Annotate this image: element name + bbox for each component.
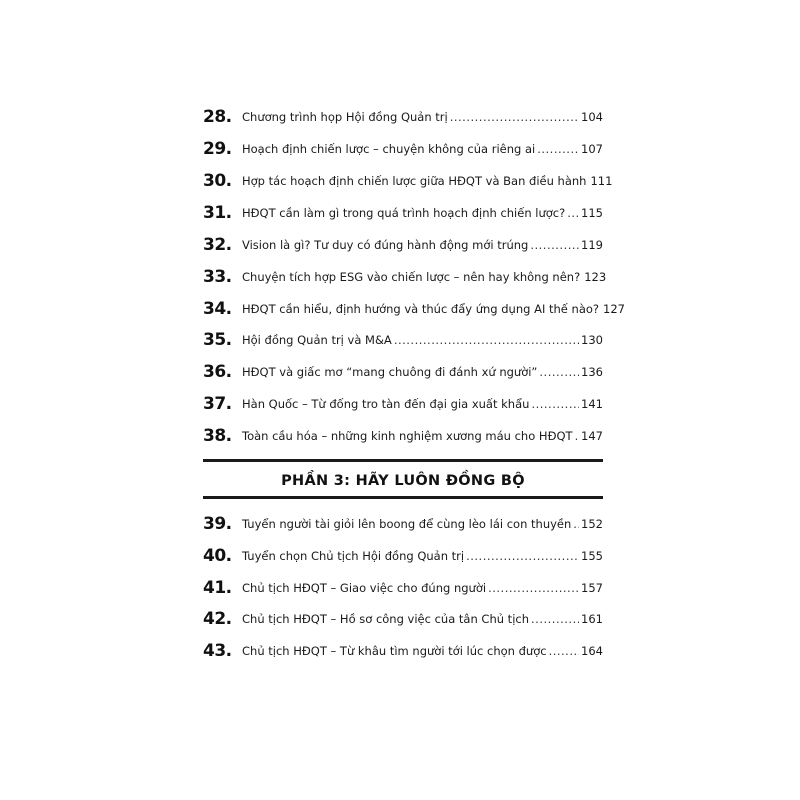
entry-number: 39.: [203, 514, 232, 534]
entry-number: 32.: [203, 235, 232, 255]
entry-title: Tuyển người tài giỏi lên boong để cùng lèo lái con thuyền: [242, 517, 572, 531]
entry-title: Hoạch định chiến lược – chuyện không của riêng ai: [242, 142, 536, 156]
entry-number: 28.: [203, 107, 232, 127]
entry-page: 115: [581, 206, 603, 220]
entry-number: 41.: [203, 578, 232, 598]
toc-entry-39[interactable]: [203, 511, 603, 537]
toc-entry-37[interactable]: [203, 391, 603, 417]
entry-title: Hàn Quốc – Từ đống tro tàn đến đại gia xuất khẩu: [242, 397, 530, 411]
entry-title: HĐQT cần hiểu, định hướng và thúc đẩy ứng dụng AI thế nào?: [242, 302, 600, 316]
entry-title: Chương trình họp Hội đồng Quản trị: [242, 110, 448, 124]
dot-leader: [531, 606, 579, 632]
entry-page: 141: [581, 397, 603, 411]
section-rule-bottom: [203, 496, 603, 499]
toc-entry-41[interactable]: [203, 575, 603, 601]
toc-entry-42[interactable]: [203, 606, 603, 632]
entry-title: Hợp tác hoạch định chiến lược giữa HĐQT và Ban điều hành: [242, 174, 587, 188]
toc-entry-28[interactable]: [203, 104, 603, 130]
entry-page: 136: [581, 365, 603, 379]
entry-page: 164: [581, 644, 603, 658]
section-rule-top: [203, 459, 603, 462]
entry-title: HĐQT và giấc mơ “mang chuông đi đánh xứ người”: [242, 365, 538, 379]
entry-page: 130: [581, 333, 603, 347]
entry-page: 104: [581, 110, 603, 124]
entry-number: 33.: [203, 267, 232, 287]
entry-title: Vision là gì? Tư duy có đúng hành động mới trúng: [242, 238, 529, 252]
entry-number: 37.: [203, 394, 232, 414]
toc-entry-35[interactable]: [203, 327, 603, 353]
entry-number: 35.: [203, 330, 232, 350]
toc-entry-30[interactable]: [203, 168, 613, 194]
toc-entry-34[interactable]: [203, 296, 625, 322]
dot-leader: [394, 327, 579, 353]
entry-page: 107: [581, 142, 603, 156]
entry-page: 127: [603, 302, 625, 316]
dot-leader: [488, 575, 579, 601]
toc-entry-43[interactable]: [203, 638, 603, 664]
entry-title: Chủ tịch HĐQT – Từ khâu tìm người tới lúc chọn được: [242, 644, 547, 658]
dot-leader: [531, 391, 579, 417]
entry-number: 40.: [203, 546, 232, 566]
dot-leader: [530, 232, 579, 258]
dot-leader: [466, 543, 579, 569]
entry-number: 34.: [203, 299, 232, 319]
entry-number: 31.: [203, 203, 232, 223]
entry-page: 157: [581, 581, 603, 595]
entry-page: 111: [590, 174, 613, 188]
entry-page: 152: [581, 517, 603, 531]
dot-leader: [549, 638, 579, 664]
entry-page: 161: [581, 612, 603, 626]
dot-leader: [537, 136, 579, 162]
toc-entry-31[interactable]: [203, 200, 603, 226]
toc-entry-40[interactable]: [203, 543, 603, 569]
entry-number: 38.: [203, 426, 232, 446]
entry-title: Tuyển chọn Chủ tịch Hội đồng Quản trị: [242, 549, 465, 563]
toc-entry-38[interactable]: [203, 423, 603, 449]
toc-entry-32[interactable]: [203, 232, 603, 258]
toc-entry-29[interactable]: [203, 136, 603, 162]
dot-leader: [450, 104, 579, 130]
entry-title: Chủ tịch HĐQT – Hồ sơ công việc của tân Chủ tịch: [242, 612, 530, 626]
entry-number: 42.: [203, 609, 232, 629]
entry-title: HĐQT cần làm gì trong quá trình hoạch định chiến lược?: [242, 206, 566, 220]
dot-leader: [539, 359, 579, 385]
toc-entry-33[interactable]: [203, 264, 607, 290]
entry-title: Hội đồng Quản trị và M&A: [242, 333, 392, 347]
entry-number: 29.: [203, 139, 232, 159]
entry-title: Chủ tịch HĐQT – Giao việc cho đúng người: [242, 581, 487, 595]
entry-page: 155: [581, 549, 603, 563]
entry-number: 43.: [203, 641, 232, 661]
entry-title: Chuyện tích hợp ESG vào chiến lược – nên hay không nên?: [242, 270, 581, 284]
dot-leader: [573, 511, 579, 537]
dot-leader: [575, 423, 579, 449]
toc-entry-36[interactable]: [203, 359, 603, 385]
entry-number: 30.: [203, 171, 232, 191]
entry-page: 123: [584, 270, 607, 284]
entry-number: 36.: [203, 362, 232, 382]
section-heading: PHẦN 3: HÃY LUÔN ĐỒNG BỘ: [281, 473, 525, 489]
entry-page: 119: [581, 238, 603, 252]
dot-leader: [567, 200, 579, 226]
entry-title: Toàn cầu hóa – những kinh nghiệm xương máu cho HĐQT: [242, 429, 573, 443]
entry-page: 147: [581, 429, 603, 443]
